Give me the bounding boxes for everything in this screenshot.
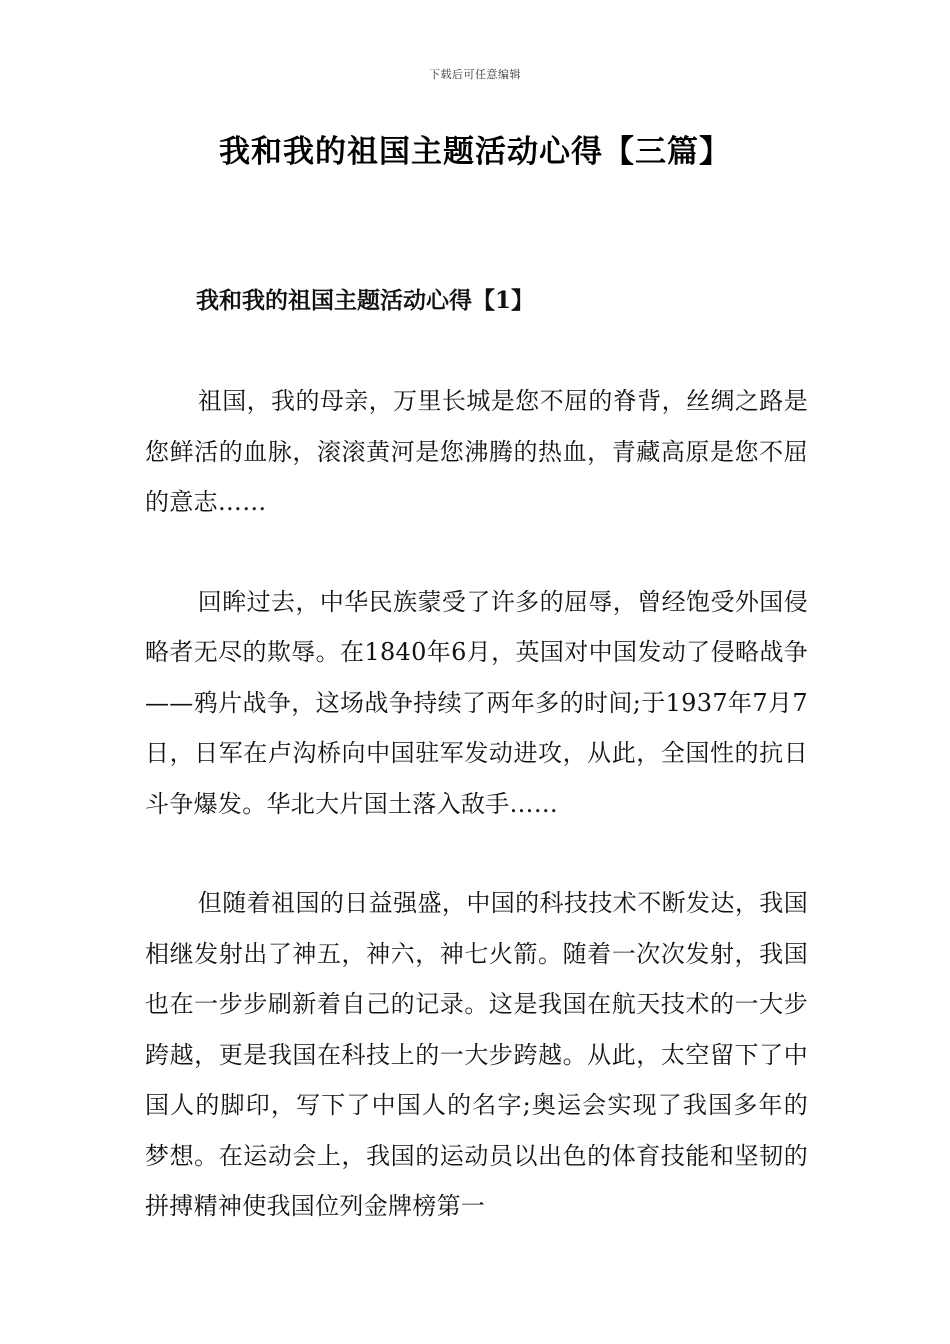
header-note: 下载后可任意编辑 bbox=[429, 68, 521, 81]
body-text bbox=[145, 376, 808, 1281]
document-title: 我和我的祖国主题活动心得【三篇】 bbox=[219, 134, 731, 170]
paragraph-3: 但随着祖国的日益强盛，中国的科技技术不断发达，我国相继发射出了神五，神六，神七火箭。随着一次次发射，我国也在一步步刷新着自己的记录。这是我国在航天技术的一大步跨越，更是我国在科技上的一大步跨越。从此，太空留下了中国人的脚印，写下了中国人的名字;奥运会实现了我国多年的梦想。在运动会上，我国的运动员以出色的体育技能和坚韧的拼搏精神使我国位列金牌榜第一 bbox=[145, 889, 808, 1220]
paragraph-1: 祖国，我的母亲，万里长城是您不屈的脊背，丝绸之路是您鲜活的血脉，滚滚黄河是您沸腾的热血，青藏高原是您不屈的意志…… bbox=[145, 387, 808, 516]
section-heading: 我和我的祖国主题活动心得【1】 bbox=[196, 287, 535, 314]
paragraph-2: 回眸过去，中华民族蒙受了许多的屈辱，曾经饱受外国侵略者无尽的欺辱。在1840年6月，英国对中国发动了侵略战争——鸦片战争，这场战争持续了两年多的时间;于1937年7月7日，日军在卢沟桥向中国驻军发动进攻，从此，全国性的抗日斗争爆发。华北大片国土落入敌手…… bbox=[145, 587, 808, 818]
